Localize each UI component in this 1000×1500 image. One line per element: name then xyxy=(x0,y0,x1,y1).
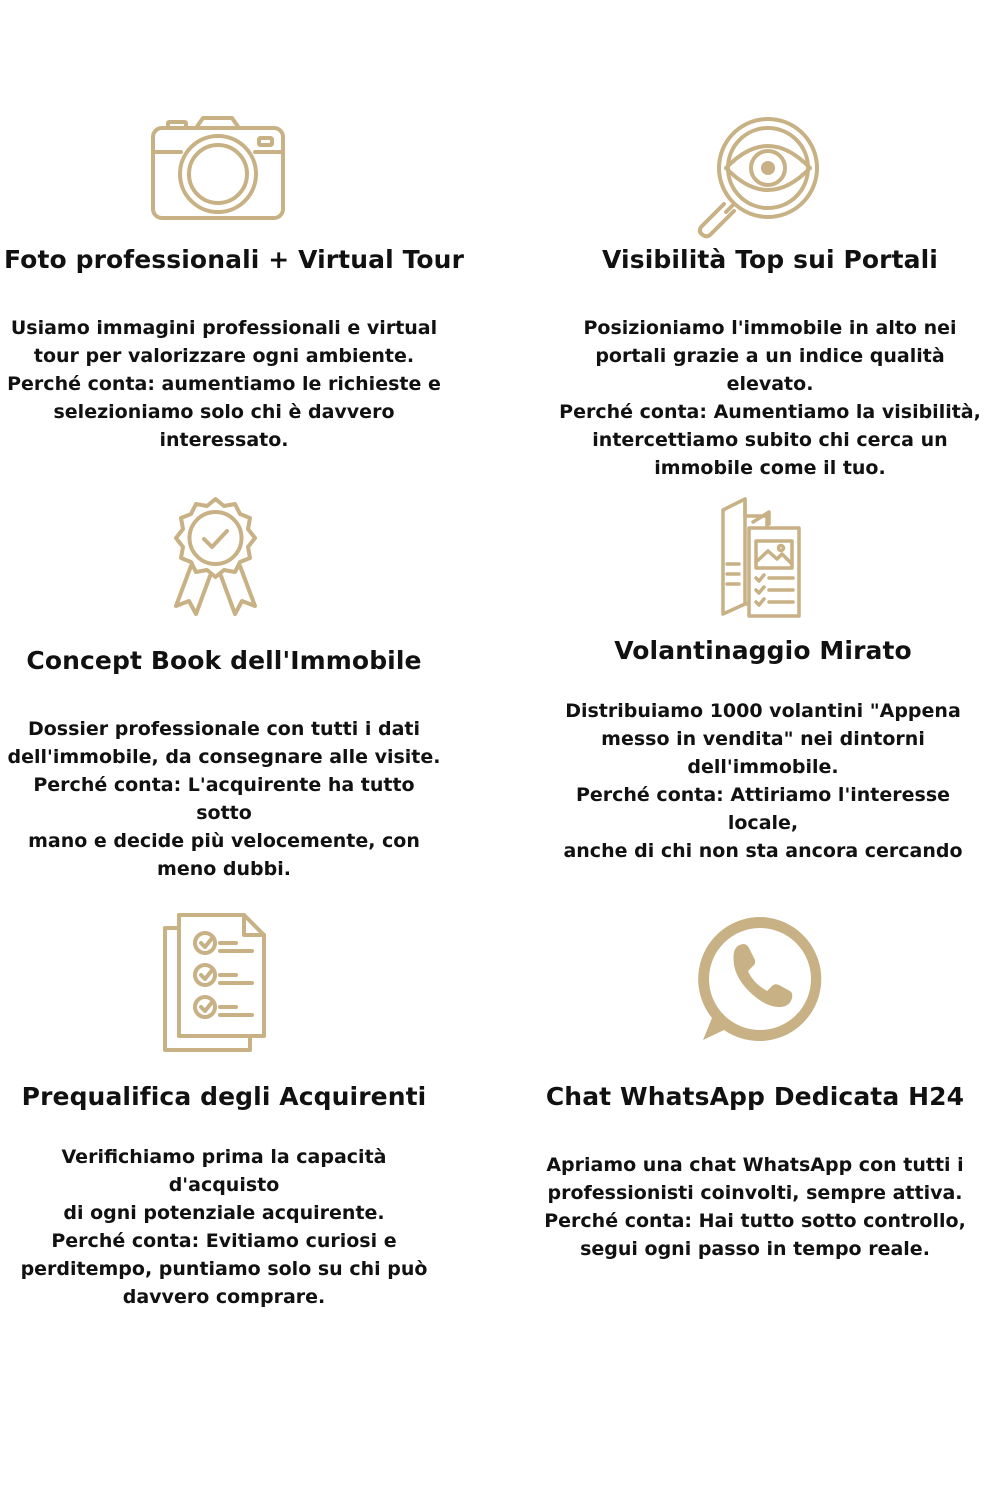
feature-title: Concept Book dell'Immobile xyxy=(26,646,422,675)
flyer-icon xyxy=(719,496,804,621)
feature-description: Verifichiamo prima la capacità d'acquisto di ogni potenziale acquirente. Perché conta: Evitiamo curiosi e perditempo, puntiamo solo su chi può davvero comprare. xyxy=(20,1146,428,1308)
camera-icon xyxy=(148,114,288,224)
feature-title: Chat WhatsApp Dedicata H24 xyxy=(545,1082,965,1111)
feature-title: Prequalifica degli Acquirenti xyxy=(21,1082,427,1111)
feature-title: Visibilità Top sui Portali xyxy=(602,245,938,274)
badge-check-icon xyxy=(168,496,263,621)
feature-description: Dossier professionale con tutti i dati dell'immobile, da consegnare alle visite. Perché conta: L'acquirente ha tutto sotto mano e decide più velocemente, con meno dubbi. xyxy=(7,718,441,880)
whatsapp-icon xyxy=(695,915,825,1045)
magnifier-eye-icon xyxy=(696,114,826,244)
feature-description: Usiamo immagini professionali e virtual tour per valorizzare ogni ambiente. Perché conta: aumentiamo le richieste e selezioniamo solo chi è davvero interessato. xyxy=(7,317,441,451)
feature-title: Foto professionali + Virtual Tour xyxy=(4,245,465,274)
feature-description: Distribuiamo 1000 volantini "Appena messo in vendita" nei dintorni dell'immobile. Perché conta: Attiriamo l'interesse locale, anche di chi non sta ancora cercando xyxy=(563,700,963,862)
feature-title: Volantinaggio Mirato xyxy=(614,636,912,665)
checklist-icon xyxy=(160,910,270,1055)
feature-description: Apriamo una chat WhatsApp con tutti i professionisti coinvolti, sempre attiva. Perché conta: Hai tutto sotto controllo, segui ogni passo in tempo reale. xyxy=(544,1154,966,1260)
feature-description: Posizioniamo l'immobile in alto nei portali grazie a un indice qualità elevato. Perché conta: Aumentiamo la visibilità, intercettiamo subito chi cerca un immobile come il tuo. xyxy=(559,317,981,479)
